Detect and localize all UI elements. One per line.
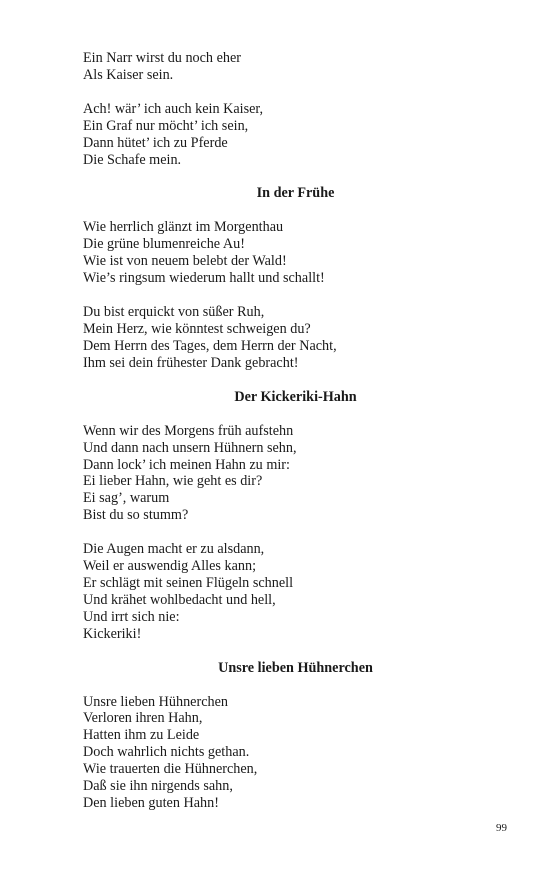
- verse-line: Dann hütet’ ich zu Pferde: [83, 134, 228, 151]
- verse-line: Und dann nach unsern Hühnern sehn,: [83, 439, 297, 456]
- verse-line: Wie herrlich glänzt im Morgenthau: [83, 219, 284, 236]
- verse-line: Weil er auswendig Alles kann;: [83, 558, 257, 575]
- verse-line: Und krähet wohlbedacht und hell,: [83, 591, 276, 608]
- verse-line: Daß sie ihn nirgends sahn,: [83, 778, 233, 795]
- page-body: [83, 50, 508, 829]
- verse-line: Den lieben guten Hahn!: [83, 795, 219, 811]
- verse-line: Die Augen macht er zu alsdann,: [83, 541, 265, 558]
- verse-line: Wie trauerten die Hühnerchen,: [83, 761, 258, 778]
- verse-line: Mein Herz, wie könntest schweigen du?: [83, 320, 311, 337]
- stanza: [83, 541, 508, 642]
- verse-line: Hatten ihm zu Leide: [83, 727, 200, 744]
- verse-line: Ein Narr wirst du noch eher: [83, 50, 241, 66]
- verse-line: Bist du so stumm?: [83, 507, 189, 524]
- verse-line: Ihm sei dein frühester Dank gebracht!: [83, 354, 299, 371]
- verse-line: Ach! wär’ ich auch kein Kaiser,: [83, 100, 264, 117]
- verse-line: Dann lock’ ich meinen Hahn zu mir:: [83, 456, 290, 473]
- verse-line: Verloren ihren Hahn,: [83, 710, 203, 727]
- verse-line: Unsre lieben Hühnerchen: [83, 693, 228, 710]
- verse-line: Dem Herrn des Tages, dem Herrn der Nacht,: [83, 337, 337, 354]
- verse-line: Ei lieber Hahn, wie geht es dir?: [83, 473, 263, 490]
- verse-line: Als Kaiser sein.: [83, 66, 174, 83]
- stanza: [83, 423, 508, 524]
- verse-line: Er schlägt mit seinen Flügeln schnell: [83, 574, 294, 591]
- verse-line: Doch wahrlich nichts gethan.: [83, 744, 250, 761]
- verse-line: Du bist erquickt von süßer Ruh,: [83, 304, 265, 321]
- poem-title: Der Kickeriki-Hahn: [234, 388, 357, 405]
- verse-line: Wie ist von neuem belebt der Wald!: [83, 253, 287, 270]
- stanza: [83, 219, 508, 287]
- poem-title: In der Frühe: [256, 185, 335, 202]
- verse-line: Wenn wir des Morgens früh aufstehn: [83, 422, 294, 439]
- stanza: [83, 50, 508, 84]
- verse-line: Die Schafe mein.: [83, 151, 182, 168]
- verse-line: Ei sag’, warum: [83, 490, 170, 507]
- page-number: 99: [496, 822, 507, 834]
- verse-line: Ein Graf nur möcht’ ich sein,: [83, 117, 249, 134]
- poem-title: Unsre lieben Hühnerchen: [218, 659, 373, 676]
- stanza: [83, 694, 508, 812]
- verse-line: Und irrt sich nie:: [83, 608, 180, 625]
- stanza: [83, 101, 508, 169]
- verse-line: Die grüne blumenreiche Au!: [83, 236, 245, 253]
- verse-line: Kickeriki!: [83, 625, 142, 642]
- stanza: [83, 304, 508, 372]
- verse-line: Wie’s ringsum wiederum hallt und schallt!: [83, 270, 325, 287]
